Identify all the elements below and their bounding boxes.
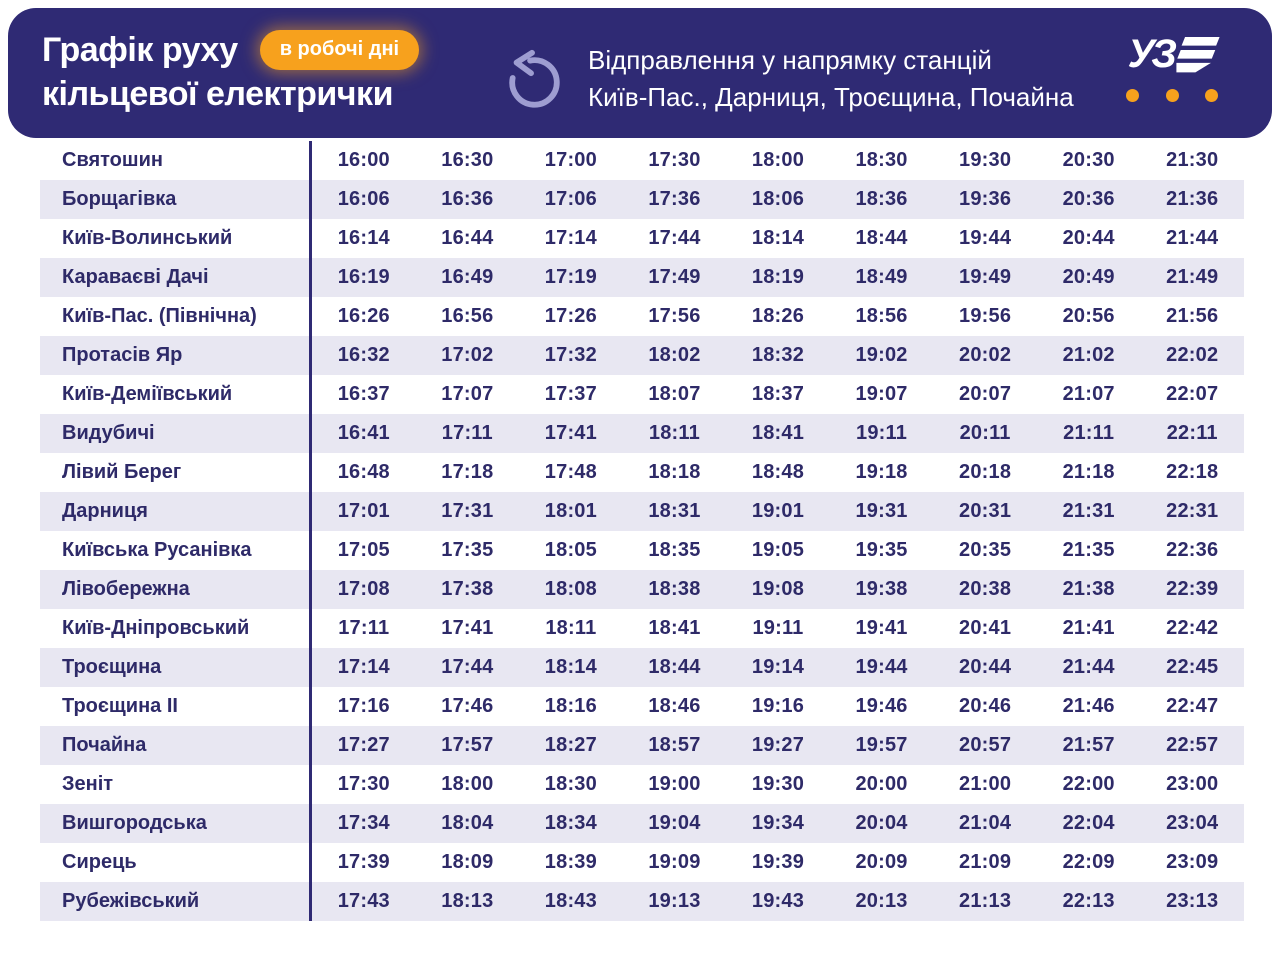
time-cell: 22:00: [1062, 773, 1115, 795]
table-row: [40, 219, 1244, 258]
time-cell: 16:06: [337, 188, 390, 210]
time-cell: 18:46: [648, 695, 701, 717]
table-row: [40, 648, 1244, 687]
time-cell: 17:27: [337, 734, 390, 756]
time-cell: 20:41: [959, 617, 1012, 639]
time-cell: 21:02: [1062, 344, 1115, 366]
time-cell: 21:38: [1062, 578, 1115, 600]
time-cell: 16:30: [441, 149, 494, 171]
table-row: [40, 570, 1244, 609]
time-cell: 20:04: [855, 812, 908, 834]
station-name: Видубичі: [40, 414, 312, 453]
time-cell: 18:14: [751, 227, 805, 249]
time-cell: 16:44: [441, 227, 494, 249]
time-cell: 21:18: [1062, 461, 1115, 483]
table-row: [40, 882, 1244, 921]
time-cell: 18:14: [544, 656, 597, 678]
station-name: Київська Русанівка: [40, 531, 312, 570]
time-cell: 21:13: [959, 890, 1012, 912]
time-cell: 20:18: [959, 461, 1012, 483]
table-row: [40, 531, 1244, 570]
time-cell: 17:06: [544, 188, 597, 210]
time-cell: 18:37: [751, 383, 805, 405]
time-cell: 17:11: [441, 422, 493, 444]
time-cell: 18:57: [648, 734, 701, 756]
time-cell: 18:41: [648, 617, 701, 639]
time-cell: 17:41: [441, 617, 494, 639]
time-cell: 20:00: [855, 773, 908, 795]
time-cell: 22:09: [1062, 851, 1115, 873]
station-name: Вишгородська: [40, 804, 312, 843]
time-cell: 21:46: [1062, 695, 1115, 717]
table-row: [40, 609, 1244, 648]
time-cell: 18:01: [544, 500, 597, 522]
uz-logo: [1124, 34, 1220, 102]
time-cell: 18:44: [855, 227, 908, 249]
direction-line2: Київ-Пас., Дарниця, Троєщина, Почайна: [588, 82, 1074, 112]
time-cell: 19:31: [855, 500, 908, 522]
time-cell: 19:02: [855, 344, 908, 366]
time-cell: 21:41: [1062, 617, 1115, 639]
time-cell: 17:43: [337, 890, 390, 912]
time-cell: 19:04: [648, 812, 701, 834]
time-cell: 19:35: [855, 539, 908, 561]
time-cell: 19:07: [855, 383, 908, 405]
time-cell: 18:38: [648, 578, 701, 600]
time-cell: 17:37: [544, 383, 597, 405]
page-title-line2: кільцевої електрички: [42, 75, 393, 113]
table-row: [40, 843, 1244, 882]
table-row: [40, 258, 1244, 297]
time-cell: 22:45: [1166, 656, 1219, 678]
time-cell: 16:26: [337, 305, 390, 327]
time-cell: 17:49: [648, 266, 701, 288]
time-cell: 17:00: [544, 149, 597, 171]
time-cell: 18:02: [648, 344, 701, 366]
time-cell: 17:30: [337, 773, 390, 795]
time-cell: 17:31: [441, 500, 494, 522]
time-cell: 16:49: [441, 266, 494, 288]
header-banner: [8, 8, 1272, 138]
time-cell: 19:01: [751, 500, 805, 522]
time-cell: 18:49: [855, 266, 908, 288]
time-cell: 17:44: [648, 227, 701, 249]
time-cell: 19:49: [959, 266, 1012, 288]
time-cell: 17:08: [337, 578, 390, 600]
uz-logo-stripes-icon: [1176, 37, 1220, 75]
table-row: [40, 141, 1244, 180]
weekdays-badge: в робочі дні: [260, 30, 419, 70]
time-cell: 22:13: [1062, 890, 1115, 912]
time-cell: 19:41: [855, 617, 908, 639]
table-row: [40, 453, 1244, 492]
time-cell: 17:01: [337, 500, 390, 522]
direction-text: [588, 42, 1074, 116]
time-cell: 20:44: [1062, 227, 1115, 249]
orange-dot-icon: [1126, 89, 1139, 102]
time-cell: 22:02: [1166, 344, 1219, 366]
station-name: Лівий Берег: [40, 453, 312, 492]
time-cell: 18:07: [648, 383, 701, 405]
time-cell: 21:44: [1062, 656, 1115, 678]
table-row: [40, 414, 1244, 453]
time-cell: 23:09: [1166, 851, 1219, 873]
time-cell: 20:02: [959, 344, 1012, 366]
time-cell: 19:34: [751, 812, 805, 834]
station-name: Рубежівський: [40, 882, 312, 921]
time-cell: 17:05: [337, 539, 390, 561]
time-cell: 20:13: [855, 890, 908, 912]
time-cell: 20:09: [855, 851, 908, 873]
time-cell: 22:11: [1166, 422, 1218, 444]
page-title-line1: Графік руху: [42, 31, 238, 69]
station-name: Київ-Деміївський: [40, 375, 312, 414]
time-cell: 21:09: [959, 851, 1012, 873]
uz-logo-letters: УЗ: [1127, 32, 1174, 76]
time-cell: 18:32: [751, 344, 805, 366]
time-cell: 17:18: [441, 461, 494, 483]
station-name: Борщагівка: [40, 180, 312, 219]
time-cell: 17:39: [337, 851, 390, 873]
time-cell: 21:30: [1166, 149, 1219, 171]
time-cell: 16:32: [337, 344, 390, 366]
uz-logo-dots: [1124, 89, 1220, 102]
time-cell: 19:05: [751, 539, 805, 561]
time-cell: 17:41: [544, 422, 597, 444]
time-cell: 21:56: [1166, 305, 1219, 327]
station-name: Почайна: [40, 726, 312, 765]
time-cell: 16:37: [337, 383, 390, 405]
station-name: Київ-Волинський: [40, 219, 312, 258]
time-cell: 18:00: [441, 773, 494, 795]
time-cell: 21:57: [1062, 734, 1115, 756]
station-name: Троєщина II: [40, 687, 312, 726]
time-cell: 22:18: [1166, 461, 1219, 483]
time-cell: 20:38: [959, 578, 1012, 600]
time-cell: 19:09: [648, 851, 701, 873]
time-cell: 19:00: [648, 773, 701, 795]
time-cell: 18:31: [648, 500, 701, 522]
time-cell: 23:00: [1166, 773, 1219, 795]
time-cell: 20:07: [959, 383, 1012, 405]
station-name: Зеніт: [40, 765, 312, 804]
time-cell: 17:57: [441, 734, 494, 756]
time-cell: 18:43: [544, 890, 597, 912]
time-cell: 21:04: [959, 812, 1012, 834]
timetable: [40, 141, 1244, 921]
time-cell: 18:34: [544, 812, 597, 834]
time-cell: 20:46: [959, 695, 1012, 717]
time-cell: 18:56: [855, 305, 908, 327]
counterclockwise-arrow-icon: [502, 48, 564, 110]
time-cell: 20:49: [1062, 266, 1115, 288]
time-cell: 18:04: [441, 812, 494, 834]
time-cell: 20:36: [1062, 188, 1115, 210]
time-cell: 20:30: [1062, 149, 1115, 171]
table-row: [40, 297, 1244, 336]
time-cell: 22:07: [1166, 383, 1219, 405]
time-cell: 22:57: [1166, 734, 1219, 756]
time-cell: 20:56: [1062, 305, 1115, 327]
time-cell: 19:16: [751, 695, 805, 717]
time-cell: 19:27: [751, 734, 805, 756]
station-name: Протасів Яр: [40, 336, 312, 375]
time-cell: 17:36: [648, 188, 701, 210]
time-cell: 17:26: [544, 305, 597, 327]
time-cell: 17:35: [441, 539, 494, 561]
time-cell: 18:36: [855, 188, 908, 210]
time-cell: 16:00: [337, 149, 390, 171]
time-cell: 19:36: [959, 188, 1012, 210]
table-row: [40, 336, 1244, 375]
time-cell: 21:11: [1063, 422, 1115, 444]
time-cell: 16:19: [337, 266, 390, 288]
time-cell: 18:19: [751, 266, 805, 288]
time-cell: 18:06: [751, 188, 805, 210]
time-cell: 18:39: [544, 851, 597, 873]
time-cell: 17:14: [337, 656, 390, 678]
time-cell: 18:44: [648, 656, 701, 678]
time-cell: 20:57: [959, 734, 1012, 756]
time-cell: 17:46: [441, 695, 494, 717]
time-cell: 17:16: [337, 695, 390, 717]
time-cell: 19:11: [752, 617, 804, 639]
time-cell: 18:11: [545, 617, 597, 639]
time-cell: 18:30: [855, 149, 908, 171]
time-cell: 16:36: [441, 188, 494, 210]
time-cell: 19:57: [855, 734, 908, 756]
time-cell: 21:07: [1062, 383, 1115, 405]
orange-dot-icon: [1205, 89, 1218, 102]
table-row: [40, 765, 1244, 804]
time-cell: 18:18: [648, 461, 701, 483]
time-cell: 20:31: [959, 500, 1012, 522]
station-name: Лівобережна: [40, 570, 312, 609]
time-cell: 19:30: [751, 773, 805, 795]
time-cell: 21:00: [959, 773, 1012, 795]
table-row: [40, 492, 1244, 531]
table-row: [40, 726, 1244, 765]
time-cell: 18:11: [648, 422, 700, 444]
table-row: [40, 375, 1244, 414]
station-name: Київ-Пас. (Північна): [40, 297, 312, 336]
time-cell: 18:05: [544, 539, 597, 561]
time-cell: 19:46: [855, 695, 908, 717]
time-cell: 19:08: [751, 578, 805, 600]
time-cell: 18:16: [544, 695, 597, 717]
time-cell: 19:11: [856, 422, 908, 444]
time-cell: 17:32: [544, 344, 597, 366]
time-cell: 17:56: [648, 305, 701, 327]
table-row: [40, 180, 1244, 219]
time-cell: 18:35: [648, 539, 701, 561]
time-cell: 19:44: [855, 656, 908, 678]
time-cell: 20:11: [959, 422, 1011, 444]
time-cell: 18:13: [441, 890, 494, 912]
time-cell: 18:09: [441, 851, 494, 873]
station-name: Дарниця: [40, 492, 312, 531]
time-cell: 18:48: [751, 461, 805, 483]
time-cell: 22:42: [1166, 617, 1219, 639]
table-row: [40, 687, 1244, 726]
time-cell: 17:11: [338, 617, 390, 639]
time-cell: 22:36: [1166, 539, 1219, 561]
time-cell: 17:02: [441, 344, 494, 366]
time-cell: 18:26: [751, 305, 805, 327]
station-name: Сирець: [40, 843, 312, 882]
time-cell: 23:13: [1166, 890, 1219, 912]
time-cell: 21:44: [1166, 227, 1219, 249]
time-cell: 18:00: [751, 149, 805, 171]
time-cell: 20:35: [959, 539, 1012, 561]
timetable-body: [40, 141, 1244, 921]
station-name: Караваєві Дачі: [40, 258, 312, 297]
station-name: Святошин: [40, 141, 312, 180]
direction-line1: Відправлення у напрямку станцій: [588, 45, 992, 75]
time-cell: 18:27: [544, 734, 597, 756]
time-cell: 21:49: [1166, 266, 1219, 288]
station-name: Київ-Дніпровський: [40, 609, 312, 648]
time-cell: 16:14: [337, 227, 390, 249]
time-cell: 17:44: [441, 656, 494, 678]
time-cell: 18:41: [751, 422, 805, 444]
time-cell: 17:48: [544, 461, 597, 483]
table-row: [40, 804, 1244, 843]
time-cell: 21:35: [1062, 539, 1115, 561]
time-cell: 17:34: [337, 812, 390, 834]
time-cell: 21:31: [1062, 500, 1115, 522]
time-cell: 19:18: [855, 461, 908, 483]
station-name: Троєщина: [40, 648, 312, 687]
time-cell: 17:14: [544, 227, 597, 249]
time-cell: 16:41: [337, 422, 390, 444]
time-cell: 21:36: [1166, 188, 1219, 210]
time-cell: 22:39: [1166, 578, 1219, 600]
time-cell: 22:47: [1166, 695, 1219, 717]
time-cell: 19:44: [959, 227, 1012, 249]
time-cell: 19:56: [959, 305, 1012, 327]
time-cell: 19:43: [751, 890, 805, 912]
direction-block: [502, 42, 1074, 116]
time-cell: 16:56: [441, 305, 494, 327]
time-cell: 17:30: [648, 149, 701, 171]
time-cell: 23:04: [1166, 812, 1219, 834]
time-cell: 18:30: [544, 773, 597, 795]
time-cell: 22:04: [1062, 812, 1115, 834]
time-cell: 19:14: [751, 656, 805, 678]
time-cell: 19:38: [855, 578, 908, 600]
time-cell: 19:30: [959, 149, 1012, 171]
time-cell: 16:48: [337, 461, 390, 483]
time-cell: 20:44: [959, 656, 1012, 678]
time-cell: 18:08: [544, 578, 597, 600]
orange-dot-icon: [1166, 89, 1179, 102]
time-cell: 22:31: [1166, 500, 1219, 522]
time-cell: 19:39: [751, 851, 805, 873]
title-block: [42, 28, 419, 116]
time-cell: 19:13: [648, 890, 701, 912]
time-cell: 17:38: [441, 578, 494, 600]
time-cell: 17:07: [441, 383, 494, 405]
time-cell: 17:19: [544, 266, 597, 288]
